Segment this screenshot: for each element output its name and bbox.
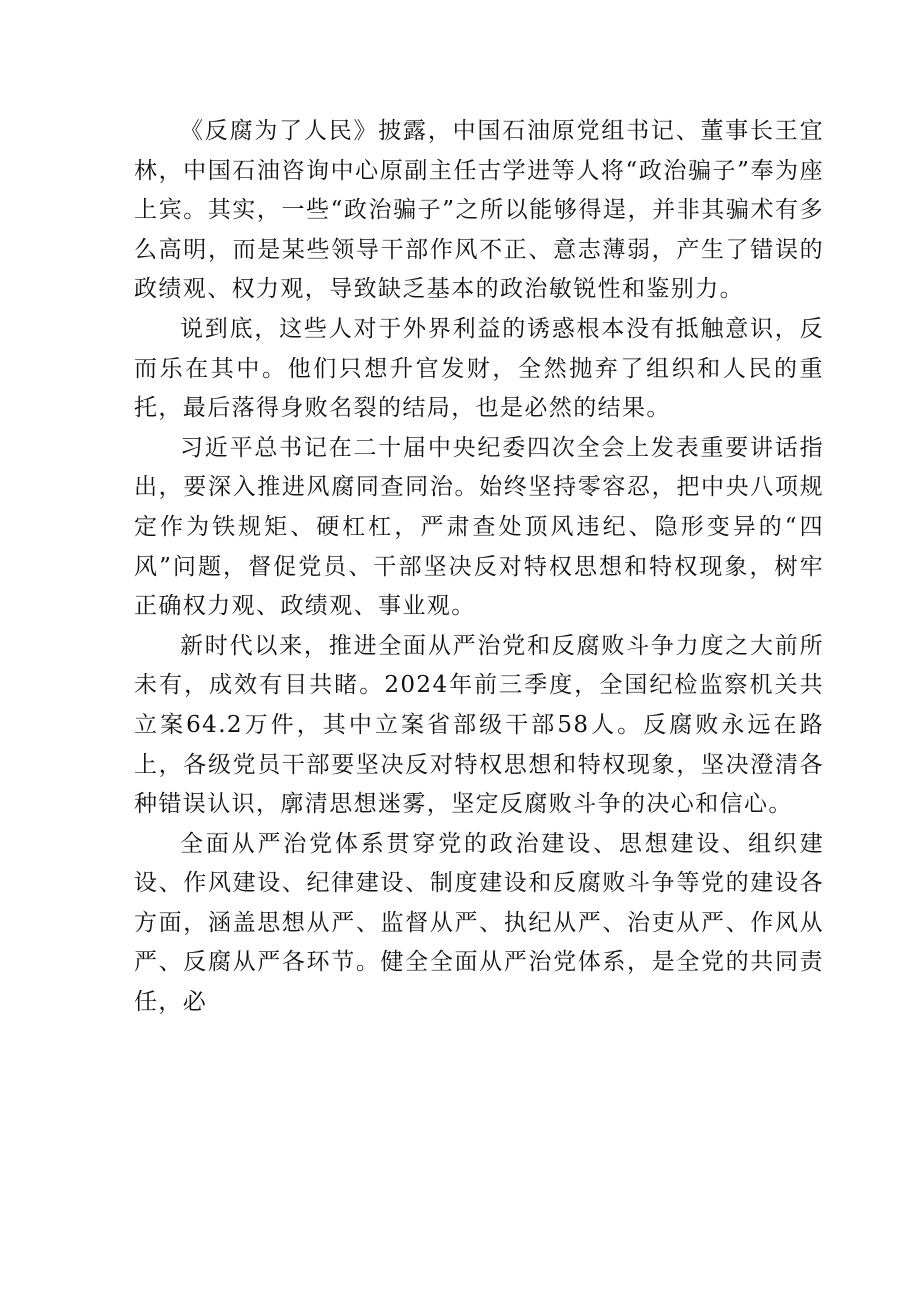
paragraph-2: 说到底，这些人对于外界利益的诱惑根本没有抵触意识，反而乐在其中。他们只想升官发财，全然抛弃了组织和人民的重托，最后落得身败名裂的结局，也是必然的结果。 — [134, 315, 824, 422]
paragraph-4: 新时代以来，推进全面从严治党和反腐败斗争力度之大前所未有，成效有目共睹。2024年前三季度，全国纪检监察机关共立案64.2万件，其中立案省部级干部58人。反腐败永远在路上，各级党员干部要坚决反对特权思想和特权现象，坚决澄清各种错误认识，廓清思想迷雾，坚定反腐败斗争的决心和信心。 — [134, 632, 824, 818]
paragraph-5: 全面从严治党体系贯穿党的政治建设、思想建设、组织建设、作风建设、纪律建设、制度建设和反腐败斗争等党的建设各方面，涵盖思想从严、监督从严、执纪从严、治吏从严、作风从严、反腐从严各环节。健全全面从严治党体系，是全党的共同责任，必 — [134, 830, 824, 1016]
article-body — [134, 112, 824, 1023]
paragraph-1: 《反腐为了人民》披露，中国石油原党组书记、董事长王宜林，中国石油咨询中心原副主任古学进等人将“政治骗子”奉为座上宾。其实，一些“政治骗子”之所以能够得逞，并非其骗术有多么高明，而是某些领导干部作风不正、意志薄弱，产生了错误的政绩观、权力观，导致缺乏基本的政治敏锐性和鉴别力。 — [134, 118, 824, 303]
paragraph-3: 习近平总书记在二十届中央纪委四次全会上发表重要讲话指出，要深入推进风腐同查同治。始终坚持零容忍，把中央八项规定作为铁规矩、硬杠杠，严肃查处顶风违纪、隐形变异的“四风”问题，督促党员、干部坚决反对特权思想和特权现象，树牢正确权力观、政绩观、事业观。 — [134, 434, 824, 620]
